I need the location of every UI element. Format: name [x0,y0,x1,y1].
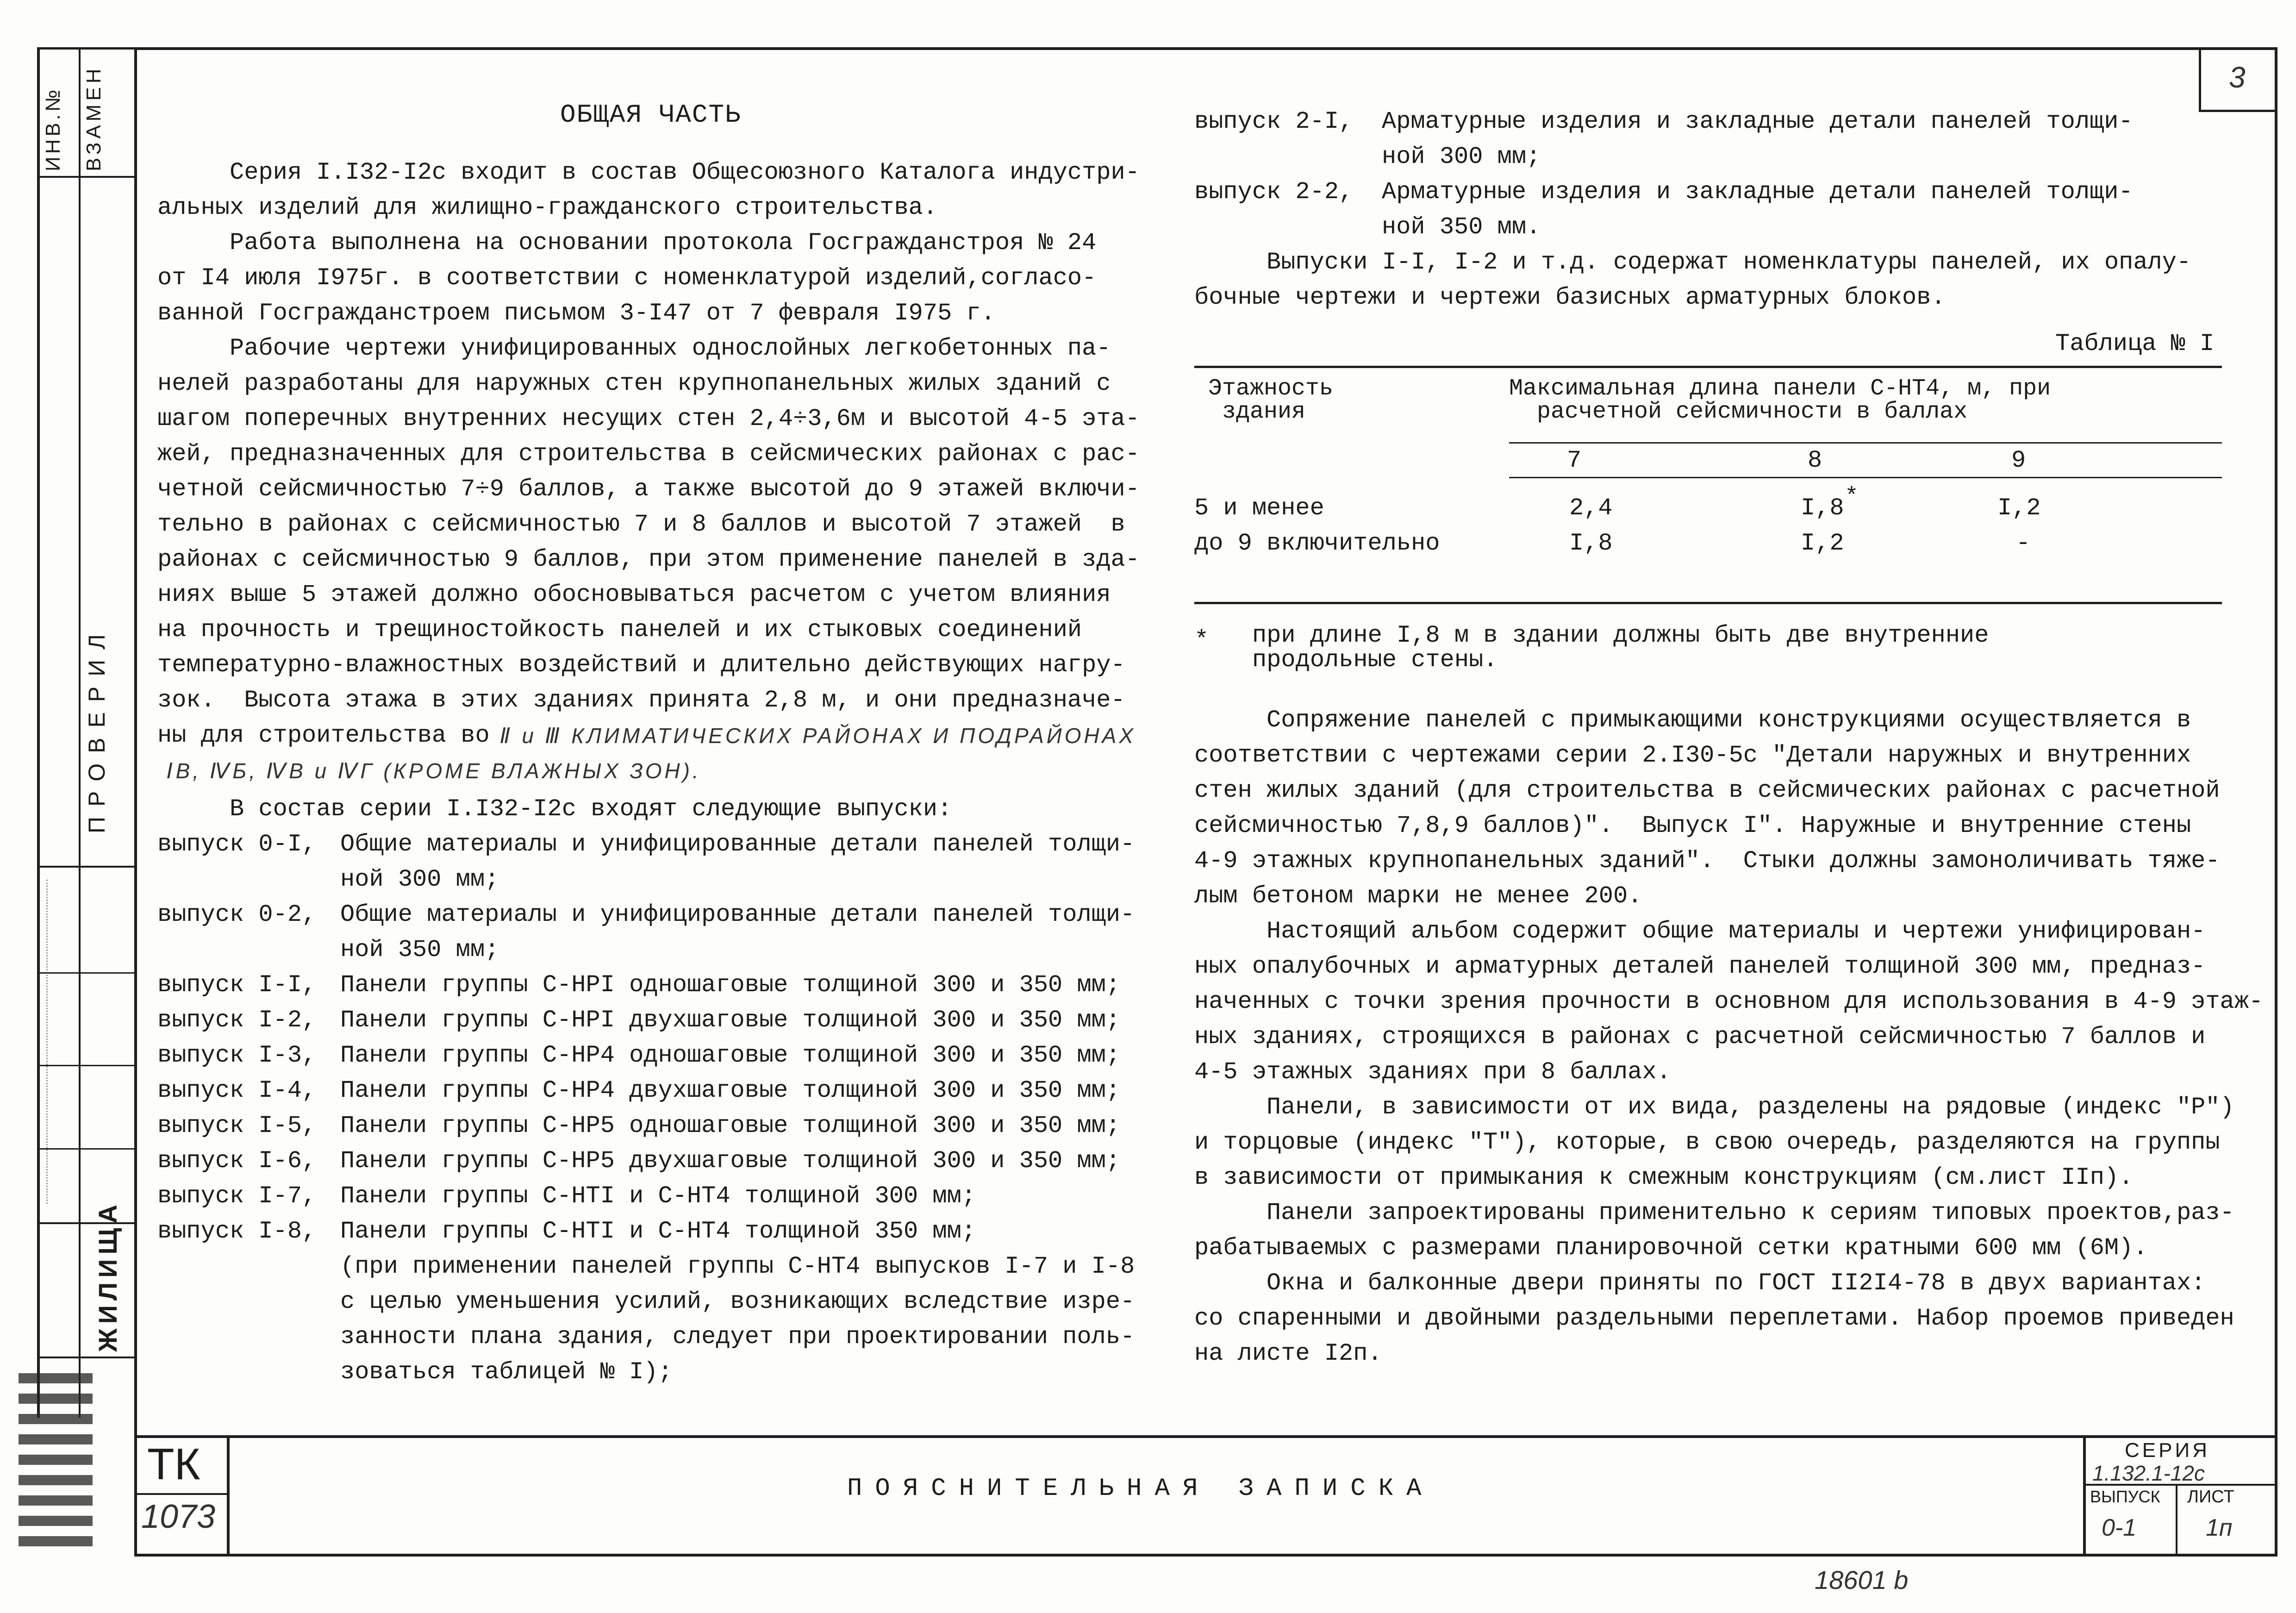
table-head-right-2: расчетной сейсмичности в баллах [1537,399,1968,425]
table-head-right-1: Максимальная длина панели С-НТ4, м, при [1509,375,2051,402]
org-code-bottom: 1073 [141,1498,216,1535]
table-cell: - [2016,530,2031,557]
issue-text: Панели группы С-НТI и С-НТ4 толщиной 300 мм; [340,1182,976,1210]
left-strip-sep-1 [37,176,134,178]
issue-cont: ной 350 мм; [340,936,499,963]
issue-label: выпуск 0-I, [157,831,317,858]
note-line: с целью уменьшения усилий, возникающих вследствие изре- [340,1288,1135,1315]
series-label: СЕРИЯ [2125,1439,2210,1462]
table-cell: I,2 [1997,494,2041,522]
left-strip-top [37,47,134,50]
table-cell: I,8 [1569,530,1613,557]
table-top-rule [1194,366,2222,368]
right-issue-text: Арматурные изделия и закладные детали панелей толщи- [1382,178,2133,206]
right-para-8: наченных с точки зрения прочности в основном для использования в 4-9 этаж- [1194,988,2264,1015]
issue-label: ВЫПУСК [2090,1487,2160,1506]
table-cols-rule [1509,477,2222,478]
org-code-top: ТК [147,1439,200,1489]
issue-cont: ной 300 мм; [340,866,499,893]
right-para-0: Сопряжение панелей с примыкающими конструкциями осуществляется в [1194,706,2191,734]
left-para-12: ниях выше 5 этажей должно обосновываться расчетом с учетом влияния [157,581,1111,608]
title-block-left-sep [227,1435,230,1557]
left-para-3: от I4 июля I975г. в соответствии с номенклатурой изделий,согласо- [157,264,1097,292]
sheet-label: ЛИСТ [2187,1487,2234,1507]
title-block-top-rule [134,1435,2277,1438]
issue-label: выпуск I-2, [157,1007,317,1034]
issues-note-line: Выпуски I-I, I-2 и т.д. содержат номенклатуры панелей, их опалу- [1194,249,2191,276]
left-para-11: районах с сейсмичностью 9 баллов, при этом применение панелей в зда- [157,546,1140,573]
right-para-7: ных опалубочных и арматурных деталей панелей толщиной 300 мм, предназ- [1194,953,2206,980]
stamp-zhilishcha: ЖИЛИЩА [93,1200,122,1352]
issue-text: Панели группы С-НРI одношаговые толщиной 300 и 350 мм; [340,971,1121,999]
right-para-5: лым бетоном марки не менее 200. [1194,882,1642,910]
left-para-6: нелей разработаны для наружных стен крупнопанельных жилых зданий с [157,370,1111,397]
issue-text: Общие материалы и унифицированные детали панелей толщи- [340,901,1135,928]
footnote-line-1: при длине I,8 м в здании должны быть две внутренние [1252,622,1989,649]
left-strip-sep-2 [37,866,134,868]
table-cell: 2,4 [1569,494,1613,522]
title-block-right-sep [2083,1435,2086,1557]
series-value: 1.132.1-12с [2092,1461,2205,1485]
title-block-org-sep [134,1493,227,1495]
document-title: ПОЯСНИТЕЛЬНАЯ ЗАПИСКА [847,1475,1435,1503]
issue-text: Общие материалы и унифицированные детали панелей толщи- [340,831,1135,858]
title-block-issue-sep [2176,1484,2177,1557]
right-para-13: в зависимости от примыкания к смежным конструкциям (см.лист IIп). [1194,1164,2134,1191]
issue-value: 0-1 [2102,1514,2137,1541]
climate-handwritten-2: ⅠВ, ⅣБ, ⅣВ и ⅣГ (КРОМЕ ВЛАЖНЫХ ЗОН). [167,759,701,783]
right-para-3: сейсмичностью 7,8,9 баллов)". Выпуск I". Наружные и внутренние стены [1194,812,2191,839]
right-para-18: на листе I2п. [1194,1340,1382,1367]
left-para-2: Работа выполнена на основании протокола Госгражданстроя № 24 [157,229,1097,256]
right-para-2: стен жилых зданий (для строительства в сейсмических районах с расчетной [1194,777,2220,804]
issues-intro: В состав серии I.I32-I2с входят следующие выпуски: [157,795,952,823]
left-para-7: шагом поперечных внутренних несущих стен 2,4÷3,6м и высотой 4-5 эта- [157,405,1140,432]
issue-label: выпуск I-4, [157,1077,317,1104]
table-col-7: 7 [1567,447,1582,474]
left-strip-logo [19,1370,93,1546]
right-issue-label: выпуск 2-2, [1194,178,1354,206]
issue-label: выпуск I-3, [157,1042,317,1069]
table-col-9: 9 [2011,447,2026,474]
left-para-1: альных изделий для жилищно-гражданского строительства. [157,194,938,221]
climate-handwritten-1: Ⅱ и Ⅲ КЛИМАТИЧЕСКИХ РАЙОНАХ И ПОДРАЙОНАХ [500,724,1136,748]
note-line: зоваться таблицей № I); [340,1358,673,1386]
table-head-left-1: Этажность [1208,375,1334,402]
left-para-15: зок. Высота этажа в этих зданиях принята 2,8 м, и они предназначе- [157,687,1125,714]
right-para-1: соответствии с чертежами серии 2.I30-5с "Детали наружных и внутренних [1194,742,2191,769]
right-issue-text: Арматурные изделия и закладные детали панелей толщи- [1382,108,2133,135]
left-strip-sep-4 [37,1357,134,1358]
table-cell-mark: * [1845,484,1859,510]
table-row-label: до 9 включительно [1194,530,1440,557]
table-cell: I,8 [1801,494,1844,522]
issue-label: выпуск I-I, [157,971,317,999]
left-para-0: Серия I.I32-I2с входит в состав Общесоюзного Каталога индустри- [157,159,1140,186]
right-para-11: Панели, в зависимости от их вида, разделены на рядовые (индекс "Р") [1194,1094,2234,1121]
stamp-inventory: ИНВ.№ [42,87,64,171]
left-para-10: тельно в районах с сейсмичностью 7 и 8 баллов и высотой 7 этажей в [157,511,1125,538]
table-bottom-rule [1194,602,2222,604]
footnote-line-2: продольные стены. [1252,646,1498,674]
stamp-replace: ВЗАМЕН [82,65,105,171]
issue-label: выпуск I-6, [157,1147,317,1175]
left-para-5: Рабочие чертежи унифицированных однослойных легкобетонных па- [157,335,1111,362]
issue-label: выпуск I-8, [157,1218,317,1245]
right-para-15: рабатываемых с размерами планировочной сетки кратными 600 мм (6М). [1194,1234,2148,1262]
left-para-9: четной сейсмичностью 7÷9 баллов, а также высотой до 9 этажей включи- [157,475,1140,503]
left-strip-line-mid [79,47,81,1418]
left-para-16: ны для строительства во [157,722,490,749]
bottom-archive-note: 18601 b [1815,1565,1909,1594]
issue-text: Панели группы С-НР4 двухшаговые толщиной 300 и 350 мм; [340,1077,1121,1104]
sheet-value: 1п [2206,1514,2233,1541]
right-para-6: Настоящий альбом содержит общие материалы и чертежи унифицирован- [1194,918,2206,945]
issue-text: Панели группы С-НР5 одношаговые толщиной 300 и 350 мм; [340,1112,1121,1139]
issue-text: Панели группы С-НР5 двухшаговые толщиной 300 и 350 мм; [340,1147,1121,1175]
right-para-9: ных зданиях, строящихся в районах с расчетной сейсмичностью 7 баллов и [1194,1023,2206,1050]
right-para-14: Панели запроектированы применительно к сериям типовых проектов,раз- [1194,1199,2234,1226]
left-para-14: температурно-влажностных воздействий и длительно действующих нагру- [157,651,1125,679]
page-number: 3 [2229,61,2246,94]
issue-label: выпуск I-5, [157,1112,317,1139]
right-para-10: 4-5 этажных зданиях при 8 баллах. [1194,1058,1671,1086]
footnote-mark: * [1194,626,1209,654]
table-head-left-2: здания [1222,399,1306,425]
right-issue-cont: ной 350 мм. [1382,213,1541,241]
left-para-4: ванной Госгражданстроем письмом 3-I47 от 7 февраля I975 г. [157,300,995,327]
left-strip-line-outer [37,47,40,1418]
issue-text: Панели группы С-НР4 одношаговые толщиной 300 и 350 мм; [340,1042,1121,1069]
right-para-17: со спаренными и двойными раздельными переплетами. Набор проемов приведен [1194,1305,2234,1332]
right-para-16: Окна и балконные двери приняты по ГОСТ II2I4-78 в двух вариантах: [1194,1269,2206,1297]
table-caption: Таблица № I [2055,330,2215,357]
left-strip-signature-marks [46,880,122,1204]
section-heading: ОБЩАЯ ЧАСТЬ [560,100,742,130]
issue-label: выпуск I-7, [157,1182,317,1210]
table-row-label: 5 и менее [1194,494,1324,522]
right-para-12: и торцовые (индекс "Т"), которые, в свою очередь, разделяются на группы [1194,1129,2220,1156]
issue-text: Панели группы С-НРI двухшаговые толщиной 300 и 350 мм; [340,1007,1121,1034]
left-para-13: на прочность и трещиностойкость панелей и их стыковых соединений [157,616,1082,644]
note-line: занности плана здания, следует при проектировании поль- [340,1323,1135,1350]
left-para-8: жей, предназначенных для строительства в сейсмических районах с рас- [157,440,1140,468]
issues-note-line: бочные чертежи и чертежи базисных арматурных блоков. [1194,284,1946,311]
table-col-8: 8 [1808,447,1822,474]
table-cell: I,2 [1801,530,1844,557]
note-line: (при применении панелей группы С-НТ4 выпусков I-7 и I-8 [340,1253,1135,1280]
issue-label: выпуск 0-2, [157,901,317,928]
stamp-checked: ПРОВЕРИЛ [84,624,110,833]
table-head-rule [1509,442,2222,444]
right-issue-label: выпуск 2-I, [1194,108,1354,135]
right-para-4: 4-9 этажных крупнопанельных зданий". Стыки должны замоноличивать тяже- [1194,847,2220,875]
right-issue-cont: ной 300 мм; [1382,143,1541,170]
issue-text: Панели группы С-НТI и С-НТ4 толщиной 350 мм; [340,1218,976,1245]
